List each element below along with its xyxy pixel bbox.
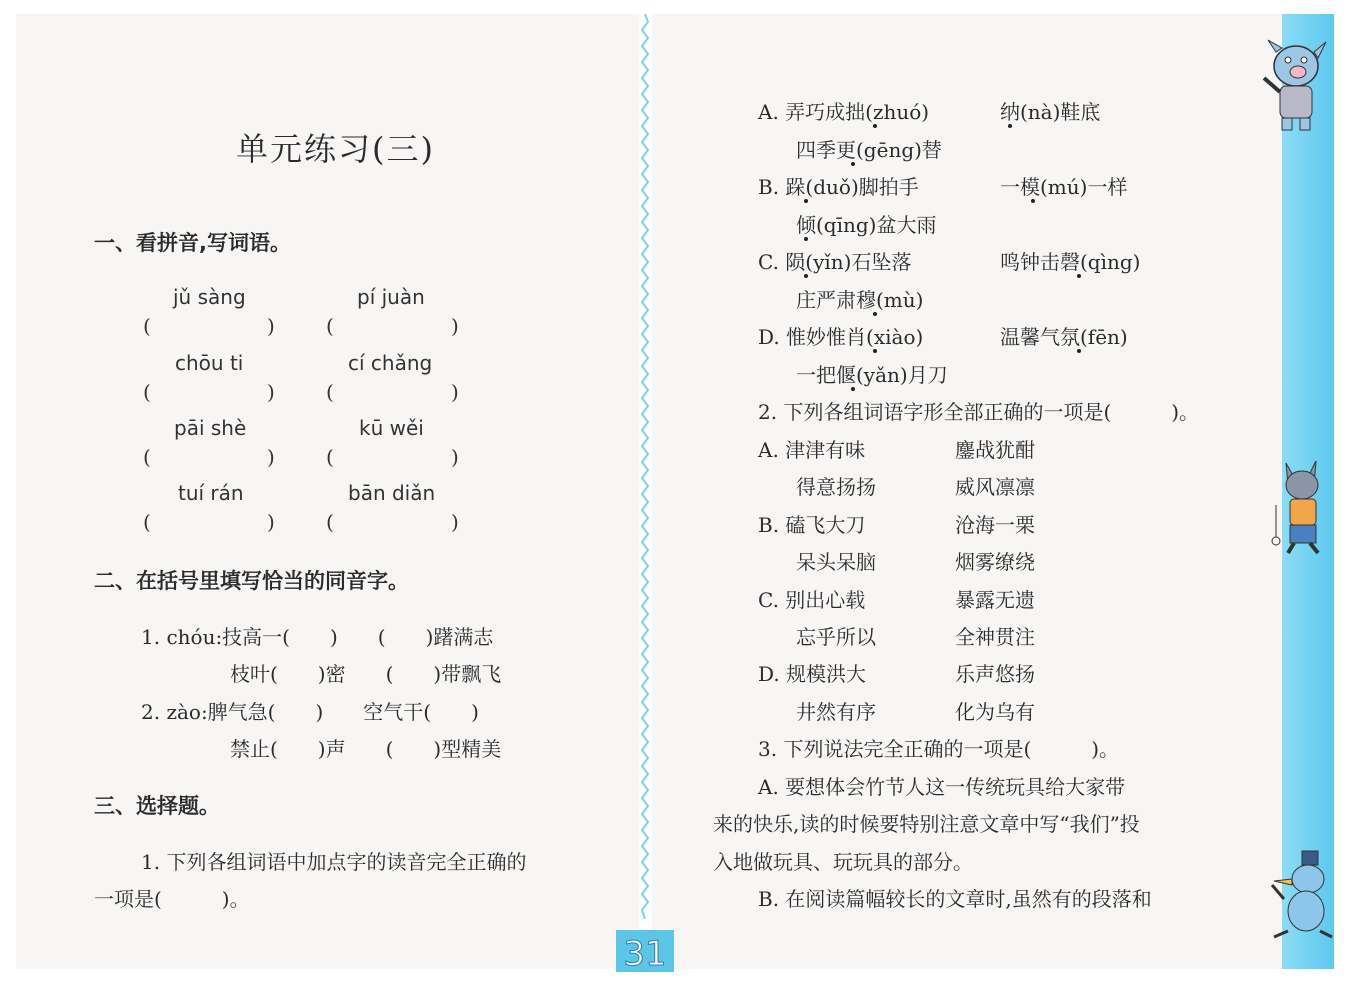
option-line: 得意扬扬	[796, 475, 876, 499]
question-text: 1. 下列各组词语中加点字的读音完全正确的	[141, 850, 527, 874]
answer-paren-close: )	[267, 314, 275, 338]
section-heading-3: 三、选择题。	[94, 794, 220, 818]
option-line: 倾(qīng)盆大雨	[796, 213, 937, 237]
emphasis-dot	[851, 162, 855, 166]
answer-paren-open: (	[326, 445, 334, 469]
page-number: 31	[623, 934, 667, 974]
answer-paren-open: (	[143, 445, 151, 469]
answer-paren-open: (	[326, 510, 334, 534]
answer-paren-open: (	[143, 314, 151, 338]
option-line: 井然有序	[796, 700, 876, 724]
page-divider	[639, 14, 652, 919]
option-line: 呆头呆脑	[796, 550, 876, 574]
option-line: 乐声悠扬	[955, 662, 1035, 686]
paragraph-line: 入地做玩具、玩玩具的部分。	[713, 850, 973, 874]
paragraph-line: B. 在阅读篇幅较长的文章时,虽然有的段落和	[758, 887, 1152, 911]
option-line: 鸣钟击磬(qìng)	[1000, 250, 1141, 274]
answer-paren-close: )	[451, 314, 459, 338]
answer-paren-close: )	[451, 380, 459, 404]
option-line: D. 规模洪大	[758, 662, 867, 686]
pinyin-item: chōu ti	[175, 351, 244, 375]
section-heading-1: 一、看拼音,写词语。	[94, 231, 291, 255]
emphasis-dot	[1077, 274, 1081, 278]
homophone-line: 禁止( )声 ( )型精美	[230, 737, 502, 761]
answer-paren-open: (	[143, 510, 151, 534]
emphasis-dot	[804, 274, 808, 278]
question-text: 2. 下列各组词语字形全部正确的一项是( )。	[758, 400, 1200, 424]
option-line: 化为乌有	[955, 700, 1035, 724]
pinyin-item: tuí rán	[178, 481, 244, 505]
emphasis-dot	[851, 387, 855, 391]
option-line: D. 惟妙惟肖(xiào)	[758, 325, 924, 349]
emphasis-dot	[804, 199, 808, 203]
pinyin-item: cí chǎng	[348, 351, 433, 375]
option-line: C. 陨(yǐn)石坠落	[758, 250, 912, 274]
question-text: 一项是( )。	[94, 887, 250, 911]
answer-paren-open: (	[326, 314, 334, 338]
homophone-line: 枝叶( )密 ( )带飘飞	[230, 662, 502, 686]
option-line: 四季更(gēng)替	[796, 138, 942, 162]
emphasis-dot	[1077, 349, 1081, 353]
option-line: C. 别出心载	[758, 588, 866, 612]
option-line: 烟雾缭绕	[955, 550, 1035, 574]
answer-paren-open: (	[143, 380, 151, 404]
pinyin-item: kū wěi	[359, 416, 424, 440]
option-line: 威风凛凛	[955, 475, 1035, 499]
pinyin-item: pí juàn	[357, 285, 425, 309]
option-line: 一模(mú)一样	[1000, 175, 1128, 199]
option-line: 忘乎所以	[796, 625, 876, 649]
option-line: 沧海一栗	[955, 513, 1035, 537]
answer-paren-close: )	[451, 510, 459, 534]
option-line: 全神贯注	[955, 625, 1035, 649]
emphasis-dot	[873, 124, 877, 128]
paragraph-line: A. 要想体会竹节人这一传统玩具给大家带	[758, 775, 1126, 799]
option-line: 庄严肃穆(mù)	[796, 288, 924, 312]
question-text: 3. 下列说法完全正确的一项是( )。	[758, 737, 1120, 761]
answer-paren-close: )	[267, 510, 275, 534]
pinyin-item: bān diǎn	[348, 481, 436, 505]
homophone-line: 1. chóu:技高一( ) ( )躇满志	[141, 625, 494, 649]
answer-paren-close: )	[267, 445, 275, 469]
answer-paren-open: (	[326, 380, 334, 404]
emphasis-dot	[873, 349, 877, 353]
emphasis-dot	[873, 312, 877, 316]
cartoon-pig-icon	[1258, 38, 1334, 134]
option-line: B. 磕飞大刀	[758, 513, 866, 537]
emphasis-dot	[1031, 199, 1035, 203]
option-line: A. 津津有味	[758, 438, 866, 462]
option-line: 温馨气氛(fēn)	[1000, 325, 1128, 349]
paragraph-line: 来的快乐,读的时候要特别注意文章中写“我们”投	[713, 812, 1140, 836]
emphasis-dot	[804, 237, 808, 241]
homophone-line: 2. zào:脾气急( ) 空气干( )	[141, 700, 479, 724]
option-line: 暴露无遗	[955, 588, 1035, 612]
option-line: 鏖战犹酣	[955, 438, 1035, 462]
option-line: B. 跺(duǒ)脚拍手	[758, 175, 919, 199]
cartoon-bird-icon	[1264, 845, 1334, 945]
page-title: 单元练习(三)	[236, 130, 435, 168]
answer-paren-close: )	[267, 380, 275, 404]
pinyin-item: pāi shè	[174, 416, 247, 440]
option-line: A. 弄巧成拙(zhuó)	[758, 100, 930, 124]
emphasis-dot	[1008, 124, 1012, 128]
option-line: 纳(nà)鞋底	[1000, 100, 1101, 124]
answer-paren-close: )	[451, 445, 459, 469]
pinyin-item: jǔ sàng	[173, 285, 246, 309]
cartoon-wolf-icon	[1264, 455, 1334, 557]
section-heading-2: 二、在括号里填写恰当的同音字。	[94, 569, 409, 593]
option-line: 一把偃(yǎn)月刀	[796, 363, 948, 387]
